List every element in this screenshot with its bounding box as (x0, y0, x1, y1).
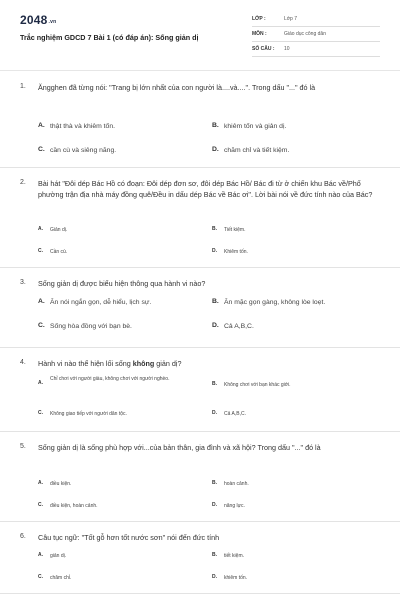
option-letter: D. (212, 502, 217, 508)
option-b[interactable] (212, 381, 382, 390)
question-item (0, 432, 400, 522)
question-list (0, 72, 400, 594)
page-header (0, 0, 400, 71)
question-text-part: giản dị? (154, 359, 182, 368)
question-number: 3. (20, 279, 26, 286)
option-letter: B. (212, 122, 219, 129)
option-letter: A. (38, 380, 43, 386)
question-text: Câu tục ngữ: "Tốt gỗ hơn tốt nước sơn" nói đến đức tính (38, 533, 220, 542)
option-text: Cả A,B,C. (224, 323, 254, 330)
option-c[interactable] (38, 410, 208, 419)
option-a[interactable] (38, 375, 178, 386)
question-number: 4. (20, 359, 26, 366)
option-text: cần cù và siêng năng. (50, 147, 117, 154)
option-c[interactable] (38, 248, 208, 257)
question-item (0, 522, 400, 594)
option-text: Cần cù. (50, 249, 68, 255)
option-text: chăm chỉ. (50, 575, 72, 581)
option-text: Không chơi với bạn khác giới. (224, 382, 291, 388)
option-letter: C. (38, 146, 45, 153)
option-text: Không giao tiếp với người dân tộc. (50, 411, 127, 417)
option-d[interactable] (212, 248, 382, 257)
option-letter: D. (212, 248, 217, 254)
option-text: Sống hòa đồng với bạn bè. (50, 323, 132, 330)
option-letter: D. (212, 410, 217, 416)
option-b[interactable] (212, 122, 382, 131)
meta-key: LỚP : (252, 16, 266, 22)
option-d[interactable] (212, 502, 382, 511)
meta-value: Lớp 7 (284, 16, 298, 22)
question-text (38, 358, 383, 369)
option-text: Khiêm tốn. (224, 249, 248, 255)
option-letter: C. (38, 410, 43, 416)
meta-row-count (252, 42, 380, 57)
option-text: điều kiện. (50, 481, 72, 487)
question-item (0, 268, 400, 348)
option-b[interactable] (212, 298, 387, 307)
option-c[interactable] (38, 146, 208, 155)
question-item (0, 168, 400, 268)
option-b[interactable] (212, 226, 382, 235)
option-letter: C. (38, 574, 43, 580)
option-text: khiêm tốn và giản dị. (224, 123, 287, 130)
logo-main: 2048 (20, 13, 48, 27)
page-title: Trắc nghiệm GDCD 7 Bài 1 (có đáp án): Sống giản dị (20, 33, 199, 42)
option-letter: A. (38, 552, 43, 558)
option-text: thật thà và khiêm tốn. (50, 123, 115, 130)
question-text: Bài hát "Đôi dép Bác Hồ có đoạn: Đôi dép đơn sơ, đôi dép Bác Hồ/ Bác đi từ ở chiến khu Bác về/Phố phường trận địa nhà máy đồng quê/Đều in dấu dép Bác về Bác ơi". Lời bài nói về đức tính nào của Bác? (38, 179, 373, 199)
option-letter: A. (38, 122, 45, 129)
option-letter: B. (212, 226, 217, 232)
option-text: khiêm tốn. (224, 575, 248, 581)
meta-value: 10 (284, 46, 290, 52)
site-logo[interactable] (20, 13, 56, 27)
option-a[interactable] (38, 552, 208, 561)
option-text: Chỉ chơi với người giàu, không chơi với người nghèo. (50, 376, 170, 382)
option-text: điều kiện, hoàn cảnh. (50, 503, 98, 509)
option-text: giản dị. (50, 553, 67, 559)
option-d[interactable] (212, 322, 382, 331)
meta-table (252, 12, 380, 57)
option-letter: C. (38, 502, 43, 508)
option-d[interactable] (212, 410, 382, 419)
question-text-part: Hành vi nào thể hiện lối sống (38, 359, 133, 368)
question-number: 6. (20, 533, 26, 540)
option-letter: B. (212, 381, 217, 387)
option-text: chăm chỉ và tiết kiệm. (224, 147, 290, 154)
option-letter: D. (212, 146, 219, 153)
option-a[interactable] (38, 480, 208, 489)
logo-tld: .vn (48, 19, 57, 25)
option-c[interactable] (38, 502, 208, 511)
option-letter: D. (212, 322, 219, 329)
option-c[interactable] (38, 574, 208, 583)
meta-value: Giáo dục công dân (284, 31, 326, 37)
question-text: Sống giản dị được biểu hiện thông qua hành vi nào? (38, 279, 206, 288)
option-b[interactable] (212, 480, 382, 489)
option-d[interactable] (212, 146, 382, 155)
option-text: Cả A,B,C. (224, 411, 246, 417)
option-text: hoàn cảnh. (224, 481, 249, 487)
option-letter: A. (38, 226, 43, 232)
question-number: 5. (20, 443, 26, 450)
question-number: 1. (20, 83, 26, 90)
option-letter: B. (212, 298, 219, 305)
question-number: 2. (20, 179, 26, 186)
meta-row-class (252, 12, 380, 27)
question-item (0, 72, 400, 168)
option-text: Ăn mặc gọn gàng, không lòe loẹt. (224, 299, 326, 306)
question-text-emphasis: không (132, 359, 155, 368)
option-letter: A. (38, 298, 45, 305)
option-a[interactable] (38, 122, 208, 131)
option-letter: B. (212, 552, 217, 558)
option-text: Giản dị. (50, 227, 68, 233)
option-b[interactable] (212, 552, 382, 561)
option-text: Ăn nói ngắn gọn, dễ hiểu, lịch sự. (50, 299, 152, 306)
meta-key: SỐ CÂU : (252, 46, 275, 52)
option-a[interactable] (38, 226, 208, 235)
question-text: Sống giản dị là sống phù hợp với...của bản thân, gia đình và xã hội? Trong dấu "..." đó là (38, 443, 321, 452)
option-text: Tiết kiệm. (224, 227, 246, 233)
option-letter: A. (38, 480, 43, 486)
option-letter: C. (38, 322, 45, 329)
question-item (0, 348, 400, 432)
option-letter: B. (212, 480, 217, 486)
question-text: Ăngghen đã từng nói: "Trang bị lớn nhất của con người là....và....". Trong dấu "..." đó là (38, 83, 316, 92)
option-c[interactable] (38, 322, 208, 331)
option-a[interactable] (38, 298, 208, 307)
meta-row-subject (252, 27, 380, 42)
option-letter: D. (212, 574, 217, 580)
option-letter: C. (38, 248, 43, 254)
option-d[interactable] (212, 574, 382, 583)
option-text: tiết kiệm. (224, 553, 245, 559)
option-text: năng lực. (224, 503, 245, 509)
meta-key: MÔN : (252, 31, 267, 37)
